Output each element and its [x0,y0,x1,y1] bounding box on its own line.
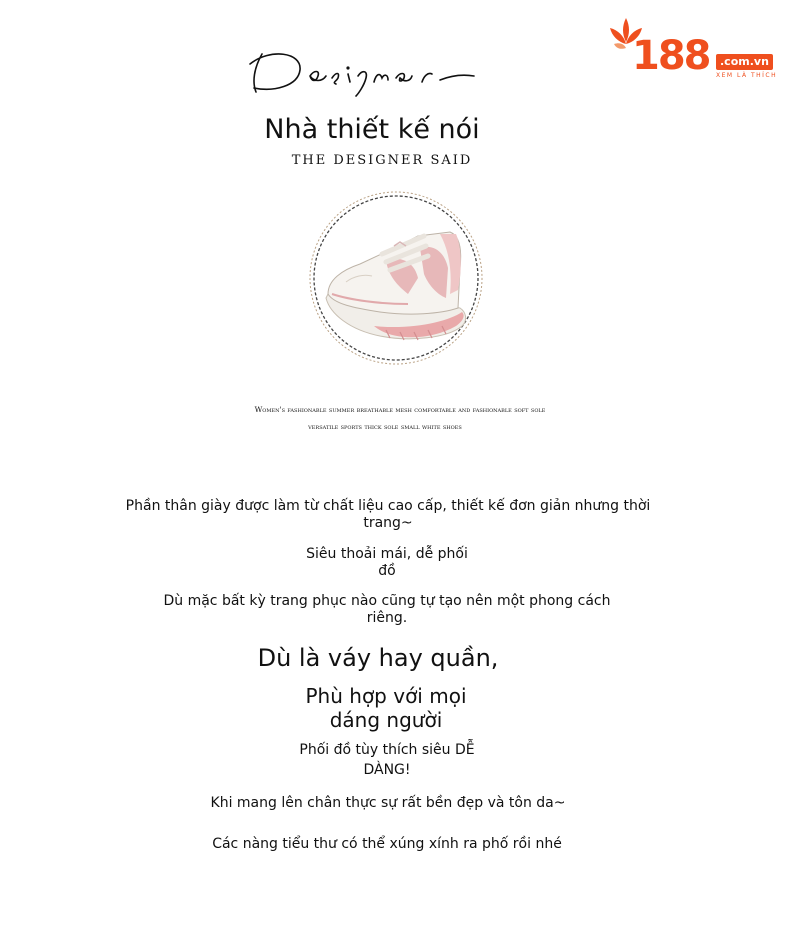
paragraph-material: Phần thân giày được làm từ chất liệu cao cấp, thiết kế đơn giản nhưng thời trang~ [125,498,651,531]
paragraph-comfort: Siêu thoải mái, dễ phối đồ [306,546,468,579]
brand-number: 188 [632,33,710,79]
page-subtitle: THE DESIGNER SAID [291,153,473,168]
product-image [290,190,502,370]
page-title: Nhà thiết kế nói [264,114,480,145]
paragraph-easy-mix: Phối đồ tùy thích siêu DỄ DÀNG! [299,742,475,778]
heading-skirt-pants: Dù là váy hay quần, [257,644,499,672]
brand-logo [604,14,784,84]
product-caption-line-1: Women's fashionable summer breathable mesh comfortable and fashionable soft sole [254,405,546,414]
paragraph-style: Dù mặc bất kỳ trang phục nào cũng tự tạo nên một phong cách riêng. [163,593,611,626]
designer-script-signature [240,40,490,100]
brand-tagline: XEM LÀ THÍCH [716,72,778,79]
brand-domain: .com.vn [716,54,773,70]
paragraph-durable: Khi mang lên chân thực sự rất bền đẹp và tôn da~ [210,795,566,811]
product-caption-line-2: versatile sports thick sole small white shoes [308,422,462,431]
heading-all-body-types: Phù hợp với mọi dáng người [305,684,467,732]
sneaker-icon [326,232,466,340]
paragraph-ladies: Các nàng tiểu thư có thể xúng xính ra phố rồi nhé [212,836,562,852]
